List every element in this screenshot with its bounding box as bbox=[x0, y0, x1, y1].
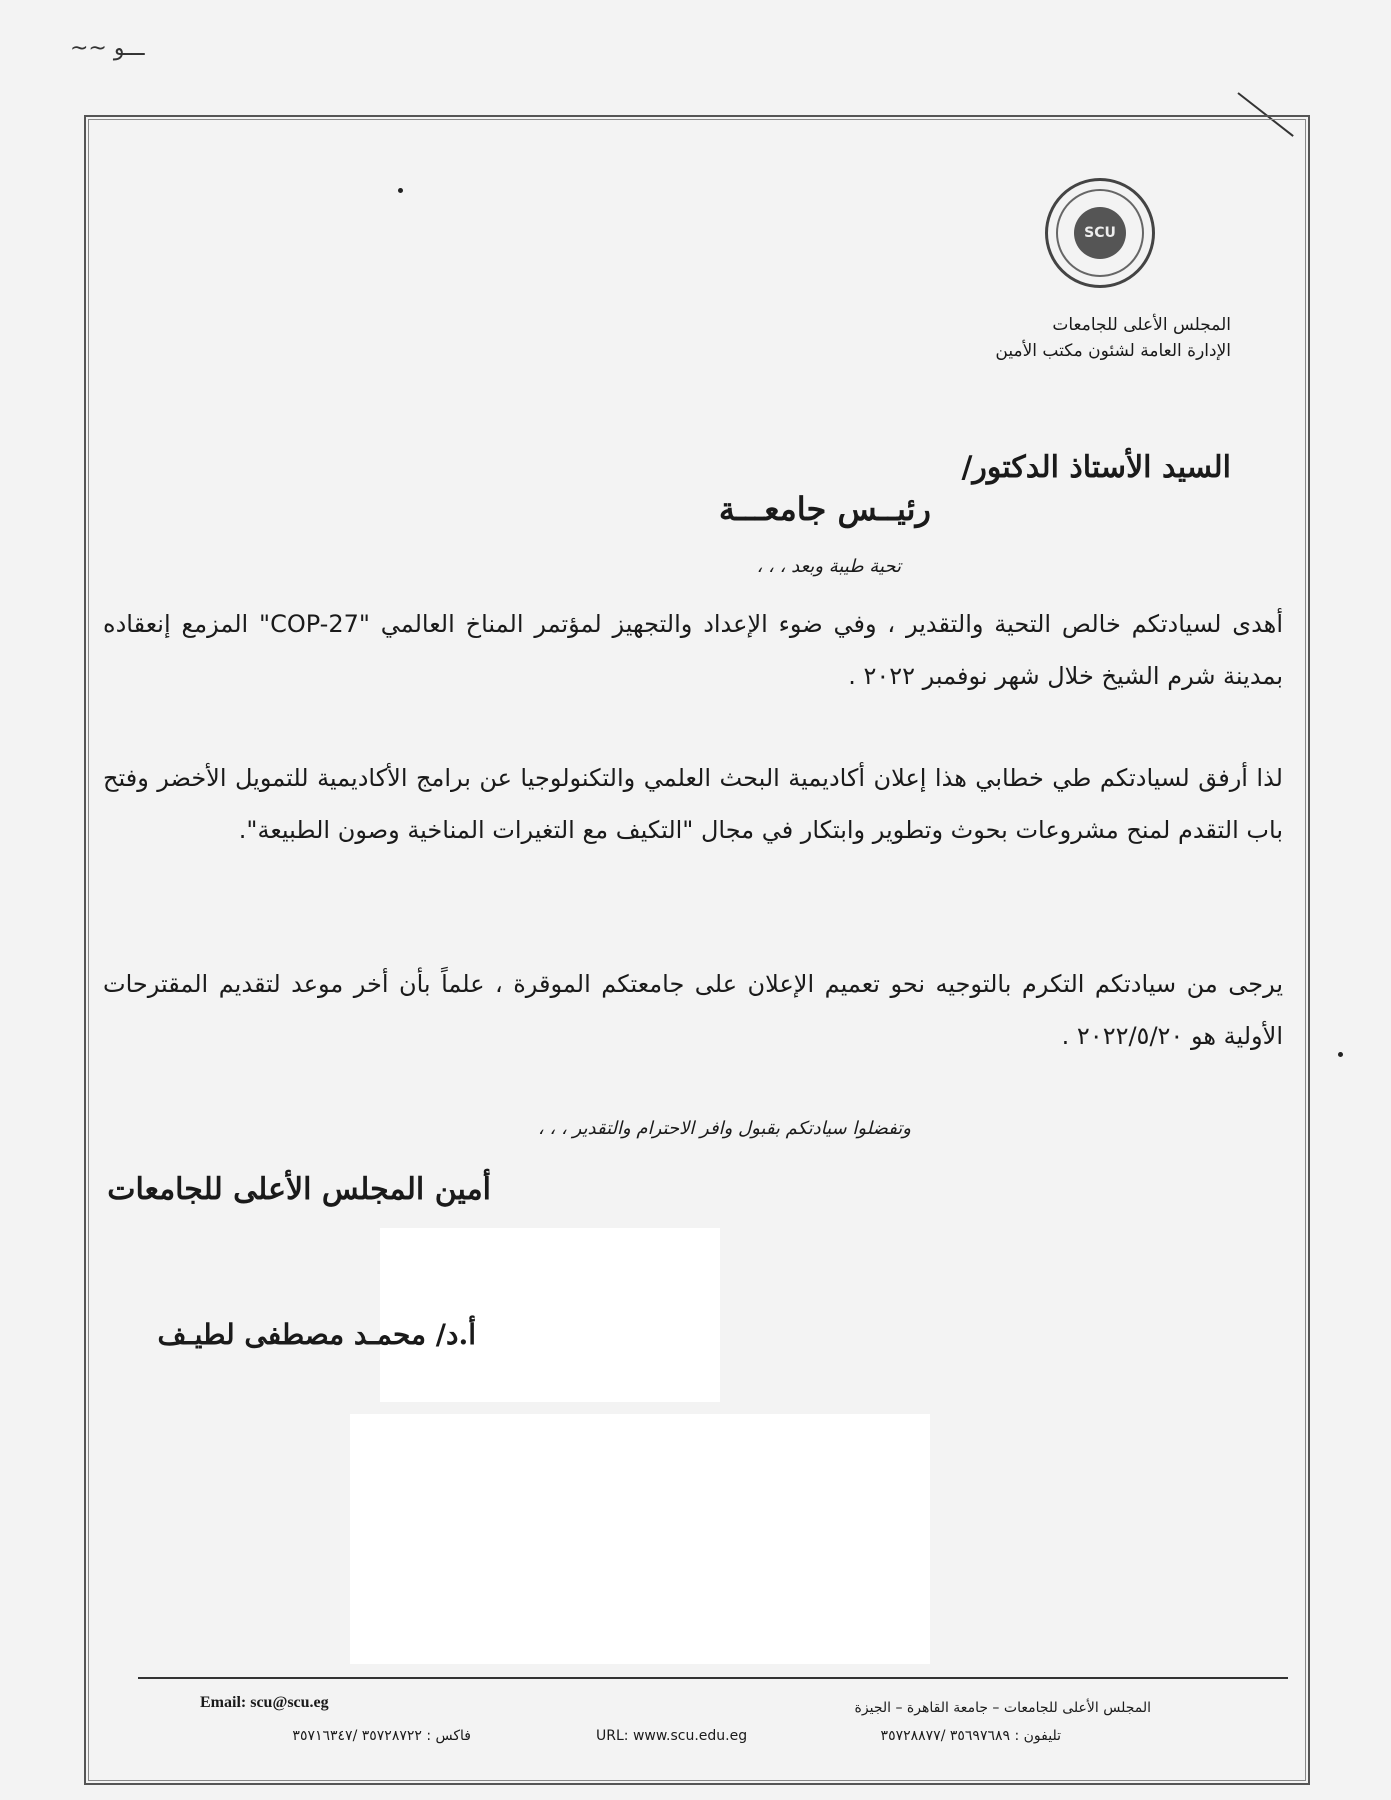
seal-ring bbox=[1056, 189, 1144, 277]
redacted-area bbox=[380, 1228, 720, 1402]
footer-fax: فاكس : ٣٥٧٢٨٧٢٢ /٣٥٧١٦٣٤٧ bbox=[292, 1728, 471, 1744]
org-name: المجلس الأعلى للجامعات bbox=[1052, 315, 1231, 335]
seal-core: SCU bbox=[1074, 207, 1126, 259]
signatory-title: أمين المجلس الأعلى للجامعات bbox=[107, 1172, 491, 1207]
body-paragraph-1: أهدى لسيادتكم خالص التحية والتقدير ، وفي ضوء الإعداد والتجهيز لمؤتمر المناخ العالمي "COP-27" المزمع إنعقاده بمدينة شرم الشيخ خلال شهر نوفمبر ٢٠٢٢ . bbox=[103, 610, 1284, 690]
org-department: الإدارة العامة لشئون مكتب الأمين bbox=[995, 341, 1231, 361]
scan-speck bbox=[1338, 1052, 1343, 1057]
body-paragraph-3: يرجى من سيادتكم التكرم بالتوجيه نحو تعميم الإعلان على جامعتكم الموقرة ، علماً بأن أخر موعد لتقديم المقترحات الأولية هو ٢٠٢٢/٥/٢٠ . bbox=[103, 970, 1283, 1050]
organization-header bbox=[995, 312, 1231, 364]
addressee: رئيــس جامعـــة bbox=[718, 490, 931, 528]
greeting: تحية طيبة وبعد ، ، ، bbox=[756, 556, 901, 577]
body-paragraph-2: لذا أرفق لسيادتكم طي خطابي هذا إعلان أكاديمية البحث العلمي والتكنولوجيا عن برامج الأكاديمية للتمويل الأخضر وفتح باب التقدم لمنح مشروعات بحوث وتطوير وابتكار في مجال "التكيف مع التغيرات المناخية وصون الطبيعة". bbox=[103, 764, 1283, 844]
footer-url: URL: www.scu.edu.eg bbox=[596, 1728, 748, 1744]
scu-seal-logo bbox=[1045, 178, 1155, 288]
footer-phone: تليفون : ٣٥٦٩٧٦٨٩ /٣٥٧٢٨٨٧٧ bbox=[880, 1728, 1061, 1744]
closing-line: وتفضلوا سيادتكم بقبول وافر الاحترام والتقدير ، ، ، bbox=[538, 1118, 911, 1139]
handwritten-mark: ~~ ـــو bbox=[70, 36, 145, 61]
footer-email: Email: scu@scu.eg bbox=[200, 1694, 329, 1711]
footer-divider bbox=[138, 1677, 1288, 1679]
signatory-name: أ.د/ محمـد مصطفى لطيـف bbox=[157, 1318, 476, 1351]
scan-speck bbox=[398, 188, 403, 193]
footer-address: المجلس الأعلى للجامعات – جامعة القاهرة – الجيزة bbox=[854, 1700, 1151, 1716]
redacted-area bbox=[350, 1414, 930, 1664]
salutation: السيد الأستاذ الدكتور/ bbox=[961, 450, 1231, 485]
